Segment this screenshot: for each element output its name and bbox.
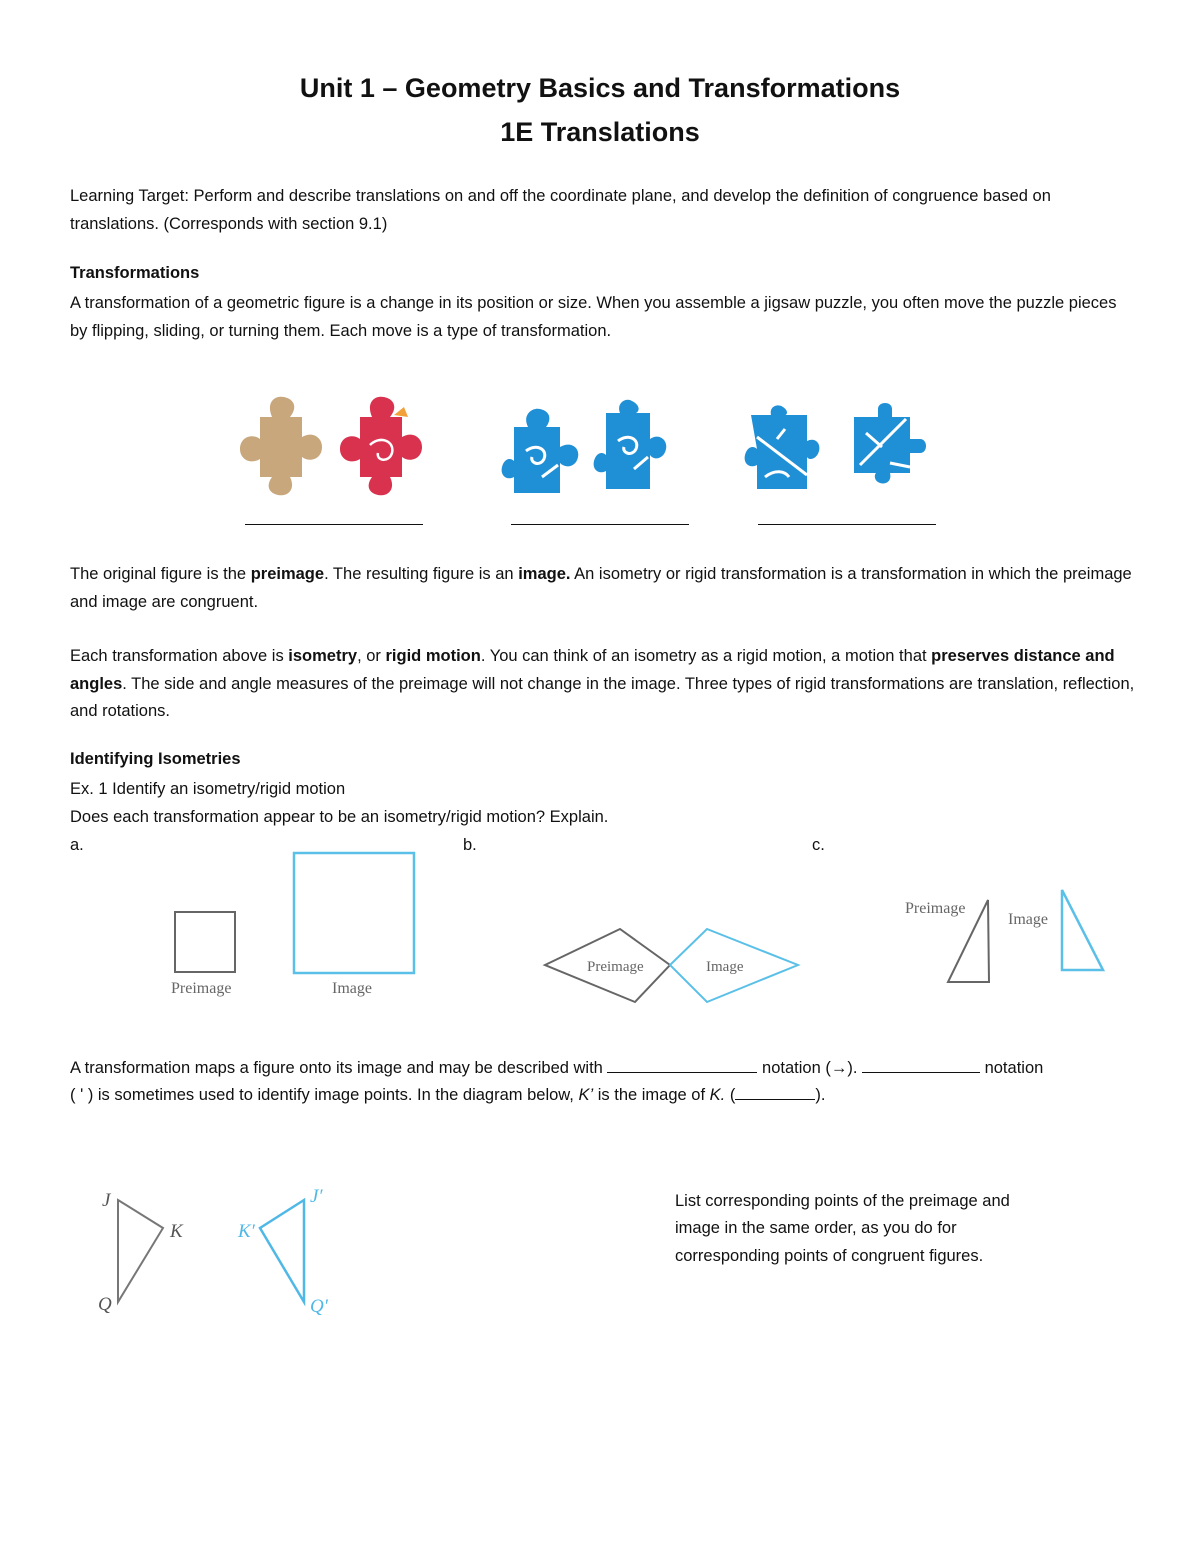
- corresponding-line-3: corresponding points of congruent figures.: [675, 1247, 984, 1265]
- preimage-label: Preimage: [905, 900, 966, 917]
- isometry-paragraph: [70, 643, 1135, 726]
- corresponding-line-1: List corresponding points of the preimage and: [675, 1192, 1010, 1210]
- figure-b-kites: [535, 920, 810, 1015]
- transformations-heading: Transformations: [70, 264, 200, 282]
- blue-puzzle-piece-3: [745, 405, 820, 489]
- text: . You can think of an isometry as a rigid motion, a motion that: [480, 647, 932, 665]
- text: is the image of: [593, 1086, 710, 1104]
- blank-arrow-notation[interactable]: [607, 1056, 757, 1074]
- triangle-jkq: [118, 1200, 163, 1302]
- text: ( ʹ ) is sometimes used to identify image points. In the diagram below,: [70, 1086, 579, 1104]
- text: notation: [980, 1059, 1044, 1077]
- answer-line-3[interactable]: [758, 524, 936, 525]
- blue-puzzle-piece-2: [594, 400, 667, 489]
- mapping-line-1: [70, 1055, 1043, 1083]
- text: The original figure is the: [70, 565, 251, 583]
- point-q-label: Q: [98, 1294, 112, 1315]
- learning-target: Learning Target: Perform and describe translations on and off the coordinate plane, and develop the definition of congruence based on translations. (Corresponds with section 9.1): [70, 187, 1051, 233]
- term-isometry: isometry: [288, 647, 358, 665]
- term-rigid-motion: rigid motion: [385, 647, 481, 665]
- answer-line-1[interactable]: [245, 524, 423, 525]
- text: , or: [357, 647, 386, 665]
- image-label: Image: [1008, 911, 1048, 928]
- example-label: Ex. 1 Identify an isometry/rigid motion: [70, 780, 346, 798]
- image-square: [294, 853, 414, 973]
- page-title: Unit 1 – Geometry Basics and Transformations: [299, 73, 901, 103]
- answer-line-2[interactable]: [511, 524, 689, 525]
- blue-puzzle-piece-4: [854, 403, 926, 484]
- part-a-label: a.: [70, 836, 84, 854]
- text: Each transformation above is: [70, 647, 289, 665]
- identifying-heading: Identifying Isometries: [70, 750, 241, 768]
- image-label: Image: [706, 959, 744, 975]
- preimage-label: Preimage: [587, 959, 644, 975]
- text: notation (→).: [757, 1059, 862, 1077]
- text: (: [725, 1086, 736, 1104]
- blank-prime-notation[interactable]: [862, 1056, 980, 1074]
- preimage-label: Preimage: [171, 980, 232, 997]
- red-puzzle-piece: [340, 397, 422, 496]
- preimage-paragraph: [70, 561, 1135, 616]
- part-b-label: b.: [463, 836, 477, 854]
- triangle-jkq-prime: [260, 1200, 304, 1302]
- point-k-label: K: [170, 1221, 183, 1242]
- figure-a-squares: [160, 845, 430, 1005]
- term-preserves: preserves distance and angles: [70, 647, 1115, 693]
- text: . The side and angle measures of the preimage will not change in the image. Three types of rigid transformations are translation, reflection, and rotations.: [70, 674, 1135, 720]
- term-preimage: preimage: [250, 565, 325, 583]
- triangle-jkq-diagram: [90, 1180, 350, 1320]
- figure-c-triangles: [895, 880, 1115, 990]
- image-label: Image: [332, 980, 372, 997]
- text: . The resulting figure is an: [324, 565, 519, 583]
- point-k-prime-label: K′: [238, 1221, 255, 1242]
- point-q-prime-label: Q′: [310, 1296, 328, 1317]
- text: ).: [815, 1086, 826, 1104]
- k-point: K.: [709, 1086, 726, 1104]
- puzzle-pieces-illustration: [230, 385, 960, 505]
- blank-read-as[interactable]: [735, 1083, 815, 1101]
- example-question: Does each transformation appear to be an isometry/rigid motion? Explain.: [70, 808, 609, 826]
- tan-puzzle-piece: [240, 397, 322, 496]
- text: An isometry or rigid transformation is a transformation in which the preimage and image are congruent.: [70, 565, 1132, 611]
- preimage-square: [175, 912, 235, 972]
- part-c-label: c.: [812, 836, 825, 854]
- corresponding-line-2: image in the same order, as you do for: [675, 1219, 957, 1237]
- image-triangle: [1062, 890, 1103, 970]
- text: A transformation maps a figure onto its image and may be described with: [70, 1059, 608, 1077]
- page-subtitle: 1E Translations: [500, 117, 700, 147]
- point-j-prime-label: J′: [310, 1186, 323, 1207]
- mapping-line-2: [70, 1082, 825, 1110]
- point-j-label: J: [102, 1190, 111, 1211]
- k-prime: K’: [578, 1086, 594, 1104]
- term-image: image.: [518, 565, 571, 583]
- blue-puzzle-piece-1: [502, 409, 579, 493]
- transformations-text: A transformation of a geometric figure is a change in its position or size. When you assemble a jigsaw puzzle, you often move the puzzle pieces by flipping, sliding, or turning them. Each move is a type of transformation.: [70, 294, 1117, 340]
